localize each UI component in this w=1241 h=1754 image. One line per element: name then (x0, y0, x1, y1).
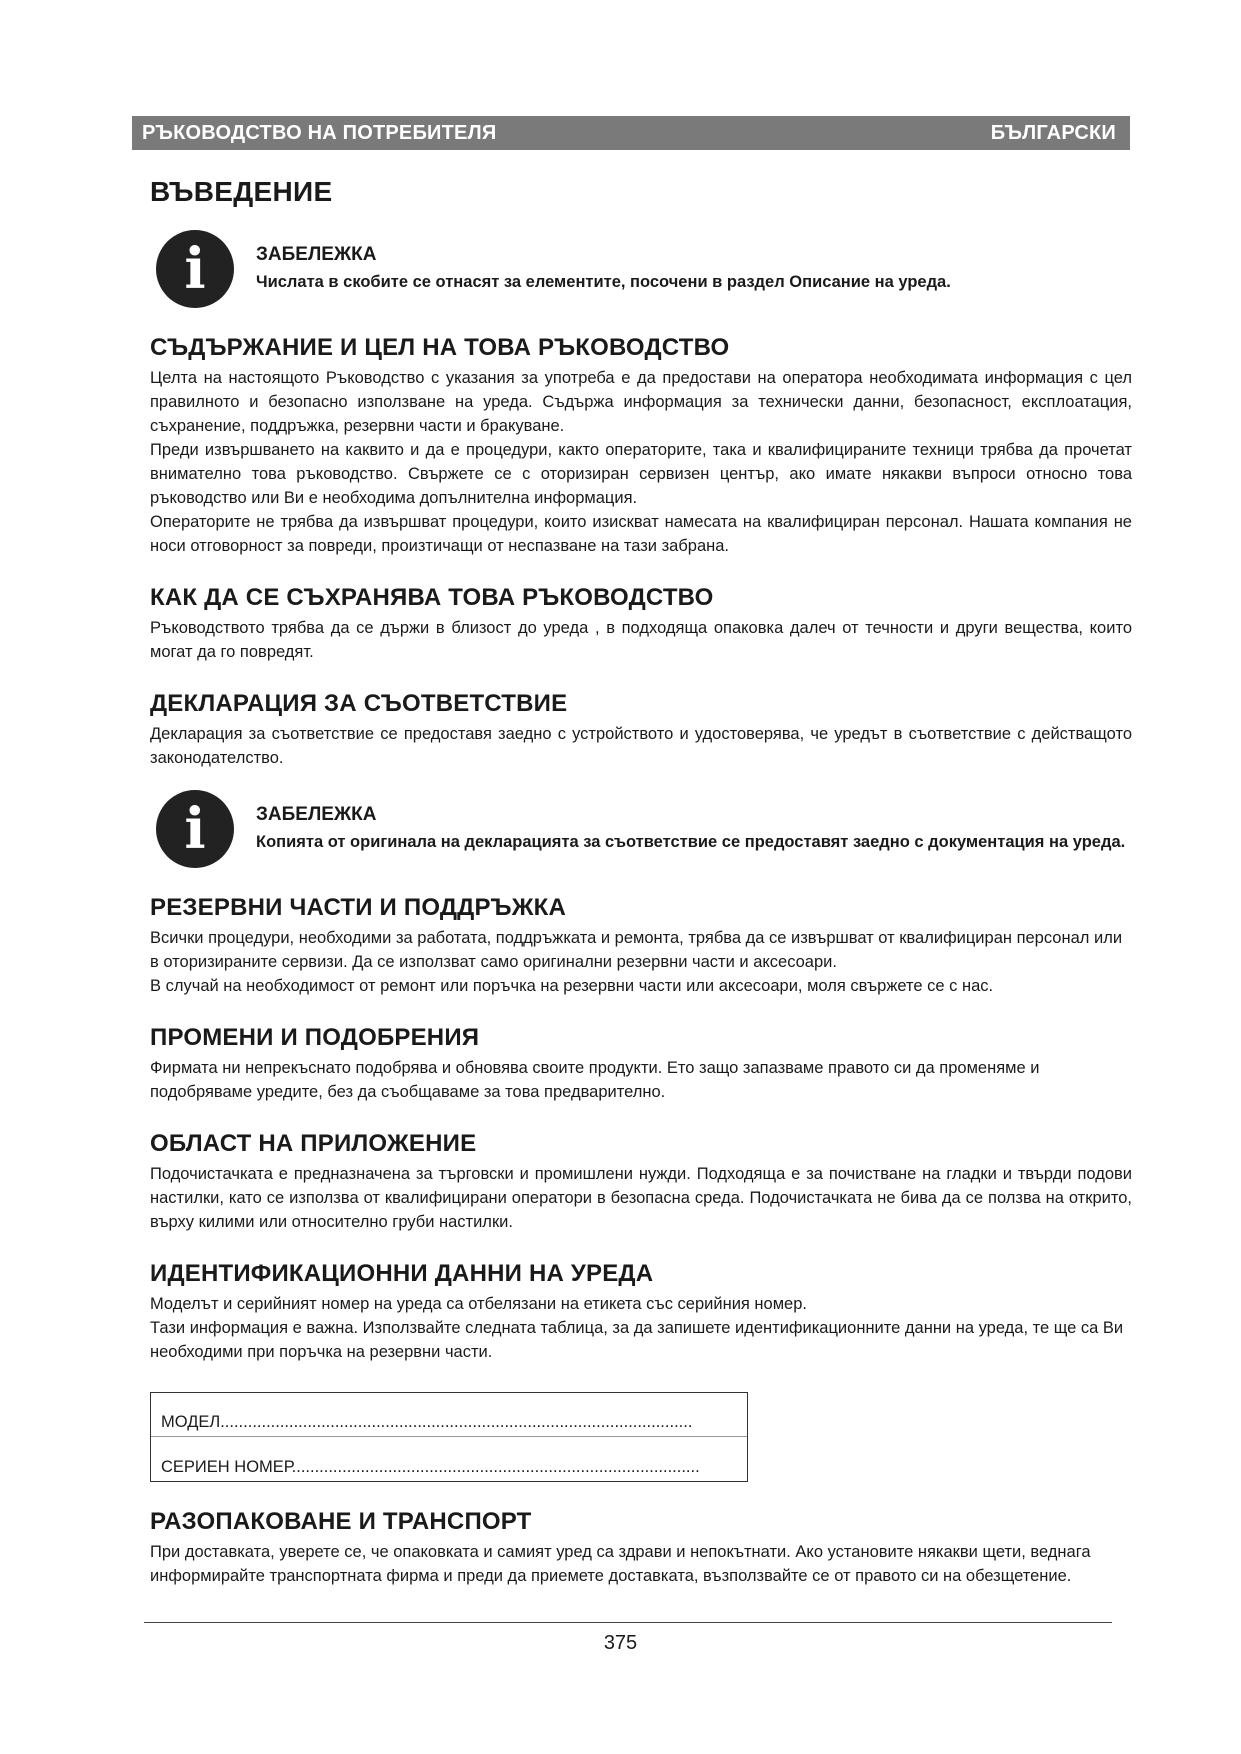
info-icon: i (156, 230, 234, 308)
page-number: 375 (603, 1632, 638, 1654)
note-title: ЗАБЕЛЕЖКА (256, 244, 377, 265)
section-scope (150, 1130, 1132, 1234)
main-content (150, 176, 1132, 1614)
note-text: Копията от оригинала на декларацията за съответствие се предоставят заедно с документация на уреда. (256, 833, 1126, 851)
declaration-note (156, 790, 1132, 868)
paragraph: Преди извършването на каквито и да е процедури, както операторите, така и квалифицираните техници трябва да прочетат внимателно това ръководство. Свържете се с оторизиран сервизен център, ако имате някакви въпроси относно това ръководство или Ви е необходима допълнителна информация. (150, 441, 1132, 507)
info-icon: i (156, 790, 234, 868)
section-changes (150, 1024, 1132, 1104)
section-heading: ПРОМЕНИ И ПОДОБРЕНИЯ (150, 1024, 480, 1051)
page-title: ВЪВЕДЕНИЕ (150, 176, 333, 207)
section-content-purpose (150, 334, 1132, 558)
identification-table (150, 1392, 748, 1482)
paragraph: В случай на необходимост от ремонт или поръчка на резервни части или аксесоари, моля свържете се с нас. (150, 977, 994, 995)
section-unpacking (150, 1508, 1132, 1588)
paragraph: Тази информация е важна. Използвайте следната таблица, за да запишете идентификационните данни на уреда, те ще са Ви необходими при поръчка на резервни части. (150, 1319, 1124, 1361)
paragraph: Подочистачката е предназначена за търговски и промишлени нужди. Подходяща е за почистване на гладки и твърди подови настилки, като се използва от квалифицирани оператори в безопасна среда. Подочистачката не бива да се ползва на открито, върху килими или относително груби настилки. (150, 1165, 1132, 1231)
section-heading: ОБЛАСТ НА ПРИЛОЖЕНИЕ (150, 1130, 477, 1157)
paragraph: При доставката, уверете се, че опаковката и самият уред са здрави и непокътнати. Ако установите някакви щети, веднага информирайте транспортната фирма и преди да приемете доставката, възползвайте се от правото си на обезщетение. (150, 1543, 1091, 1585)
paragraph: Ръководството трябва да се държи в близост до уреда , в подходяща опаковка далеч от течности и други вещества, които могат да го повредят. (150, 619, 1132, 661)
section-heading: ДЕКЛАРАЦИЯ ЗА СЪОТВЕТСТВИЕ (150, 690, 568, 717)
section-storage (150, 584, 1132, 664)
section-heading: РЕЗЕРВНИ ЧАСТИ И ПОДДРЪЖКА (150, 894, 567, 921)
intro-note (156, 230, 1132, 308)
header-language: БЪЛГАРСКИ (990, 121, 1116, 144)
serial-number-field[interactable]: СЕРИЕН НОМЕР......................................................................................... (161, 1458, 700, 1476)
paragraph: Операторите не трябва да извършват процедури, които изискват намесата на квалифициран персонал. Нашата компания не носи отговорност за повреди, произтичащи от неспазване на тази забрана. (150, 513, 1132, 555)
page-header-bar (132, 116, 1130, 150)
model-field[interactable]: МОДЕЛ....................................................................................................... (151, 1393, 747, 1437)
paragraph: Целта на настоящото Ръководство с указания за употреба е да предостави на оператора необходимата информация с цел правилното и безопасно използване на уреда. Съдържа информация за технически данни, безопасност, експлоатация, съхранение, поддръжка, резервни части и бракуване. (150, 369, 1132, 435)
paragraph: Фирмата ни непрекъснато подобрява и обновява своите продукти. Ето защо запазваме правото си да променяме и подобряваме уредите, без да съобщаваме за това предварително. (150, 1059, 1040, 1101)
footer-divider (144, 1622, 1112, 1623)
paragraph: Декларация за съответствие се предоставя заедно с устройството и удостоверява, че уредът в съответствие с действащото законодателство. (150, 725, 1132, 767)
note-title: ЗАБЕЛЕЖКА (256, 804, 377, 825)
section-declaration (150, 690, 1132, 770)
section-heading: ИДЕНТИФИКАЦИОННИ ДАННИ НА УРЕДА (150, 1260, 654, 1287)
section-heading: СЪДЪРЖАНИЕ И ЦЕЛ НА ТОВА РЪКОВОДСТВО (150, 334, 730, 361)
section-spare-parts (150, 894, 1132, 998)
section-heading: КАК ДА СЕ СЪХРАНЯВА ТОВА РЪКОВОДСТВО (150, 584, 714, 611)
paragraph: Моделът и серийният номер на уреда са отбелязани на етикета със серийния номер. (150, 1295, 807, 1313)
section-heading: РАЗОПАКОВАНЕ И ТРАНСПОРТ (150, 1508, 532, 1535)
note-text: Числата в скобите се отнасят за елементите, посочени в раздел Описание на уреда. (256, 273, 951, 291)
header-title: РЪКОВОДСТВО НА ПОТРЕБИТЕЛЯ (142, 121, 497, 144)
paragraph: Всички процедури, необходими за работата, поддръжката и ремонта, трябва да се извършват от квалифициран персонал или в оторизираните сервизи. Да се използват само оригинални резервни части и аксесоари. (150, 929, 1123, 971)
section-identification (150, 1260, 1132, 1364)
